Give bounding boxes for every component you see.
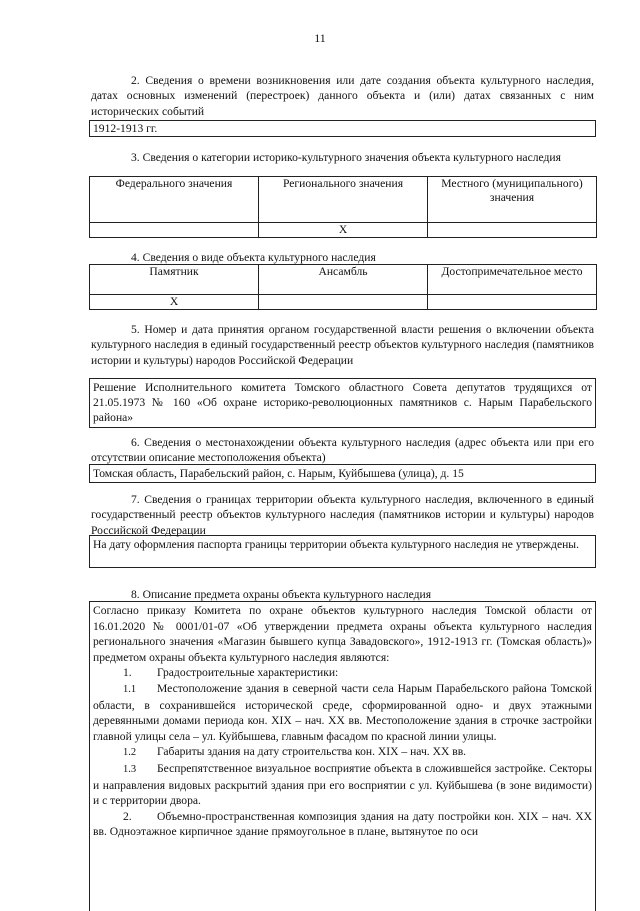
item-text: Объемно-пространственная композиция здания на дату постройки кон. XIX – нач. XX вв. Одноэтажное кирпичное здание прямоугольное в плане, вытянутое по оси xyxy=(93,809,592,839)
section-8-item xyxy=(93,744,592,761)
section-5-heading: 5. Номер и дата принятия органом государственной власти решения о включении объекта культурного наследия в единый государственный реестр объектов культурного наследия (памятников истории и культуры) народов Российской Федерации xyxy=(91,323,594,367)
section-8-item xyxy=(93,809,592,840)
section-8-item xyxy=(93,681,592,744)
section-7-value: На дату оформления паспорта границы территории объекта культурного наследия не утверждены. xyxy=(89,535,596,568)
category-regional-header: Регионального значения xyxy=(259,177,428,223)
category-local-header: Местного (муниципального) значения xyxy=(428,177,597,223)
section-8-heading: 8. Описание предмета охраны объекта культурного наследия xyxy=(131,588,432,601)
section-6-heading: 6. Сведения о местонахождении объекта культурного наследия (адрес объекта или при его отсутствии описание местоположения объекта) xyxy=(91,436,594,465)
type-monument-header: Памятник xyxy=(90,265,259,295)
item-number: 1.3 xyxy=(123,763,137,775)
type-ensemble-mark xyxy=(259,295,428,310)
item-number: 1.1 xyxy=(123,683,137,695)
section-8-item xyxy=(93,761,592,809)
type-ensemble-header: Ансамбль xyxy=(259,265,428,295)
section-2-value: 1912-1913 гг. xyxy=(89,120,596,137)
category-local-mark xyxy=(428,223,597,238)
section-6-value: Томская область, Парабельский район, с. Нарым, Куйбышева (улица), д. 15 xyxy=(89,464,596,483)
type-landmark-header: Достопримечательное место xyxy=(428,265,597,295)
category-federal-header: Федерального значения xyxy=(90,177,259,223)
section-3-heading: 3. Сведения о категории историко-культурного значения объекта культурного наследия xyxy=(131,151,561,164)
category-federal-mark xyxy=(90,223,259,238)
type-landmark-mark xyxy=(428,295,597,310)
section-2-heading: 2. Сведения о времени возникновения или дате создания объекта культурного наследия, датах основных изменений (перестроек) данного объекта и (или) датах связанных с ним исторических событий xyxy=(91,74,594,118)
page-number: 11 xyxy=(314,31,326,45)
item-number: 2. xyxy=(123,809,132,823)
type-monument-mark: X xyxy=(90,295,259,310)
item-number: 1.2 xyxy=(123,747,137,759)
section-5-value: Решение Исполнительного комитета Томского областного Совета депутатов трудящихся от 21.05.1973 № 160 «Об охране историко-революционных памятников с. Нарым Парабельского района» xyxy=(89,378,596,428)
section-8-intro: Согласно приказу Комитета по охране объектов культурного наследия Томской области от 16.01.2020 № 0001/01-07 «Об утверждении предмета охраны объекта культурного наследия регионального значения «Магазин бывшего купца Завадовского», 1912-1913 гг. (Томская область)» предметом охраны объекта культурного наследия являются: xyxy=(93,604,592,664)
item-text: Беспрепятственное визуальное восприятие объекта в сложившейся застройке. Секторы и направления видовых раскрытий здания при его восприятии с ул. Куйбышева (в зоне видимости) и с территории двора. xyxy=(93,761,592,808)
section-7-heading: 7. Сведения о границах территории объекта культурного наследия, включенного в единый государственный реестр объектов культурного наследия (памятников истории и культуры) народов Российской Федерации xyxy=(91,493,594,537)
item-text: Габариты здания на дату строительства кон. XIX – нач. XX вв. xyxy=(157,745,467,759)
item-text: Градостроительные характеристики: xyxy=(157,666,339,680)
section-4-heading: 4. Сведения о виде объекта культурного наследия xyxy=(131,251,376,264)
type-table xyxy=(89,264,597,310)
section-8-box xyxy=(89,601,596,911)
item-number: 1. xyxy=(123,666,132,680)
category-regional-mark: X xyxy=(259,223,428,238)
category-table xyxy=(89,176,597,238)
item-text: Местоположение здания в северной части села Нарым Парабельского района Томской области, в сохранившейся исторической среде, сформированной одно- и двух этажными деревянными домами периода кон. XIX – нач. XX вв. Местоположение здания в строчке застройки главной улицы села – ул. Куйбышева, главным фасадом по красной линии улицы. xyxy=(93,681,592,743)
section-8-item xyxy=(93,665,592,681)
